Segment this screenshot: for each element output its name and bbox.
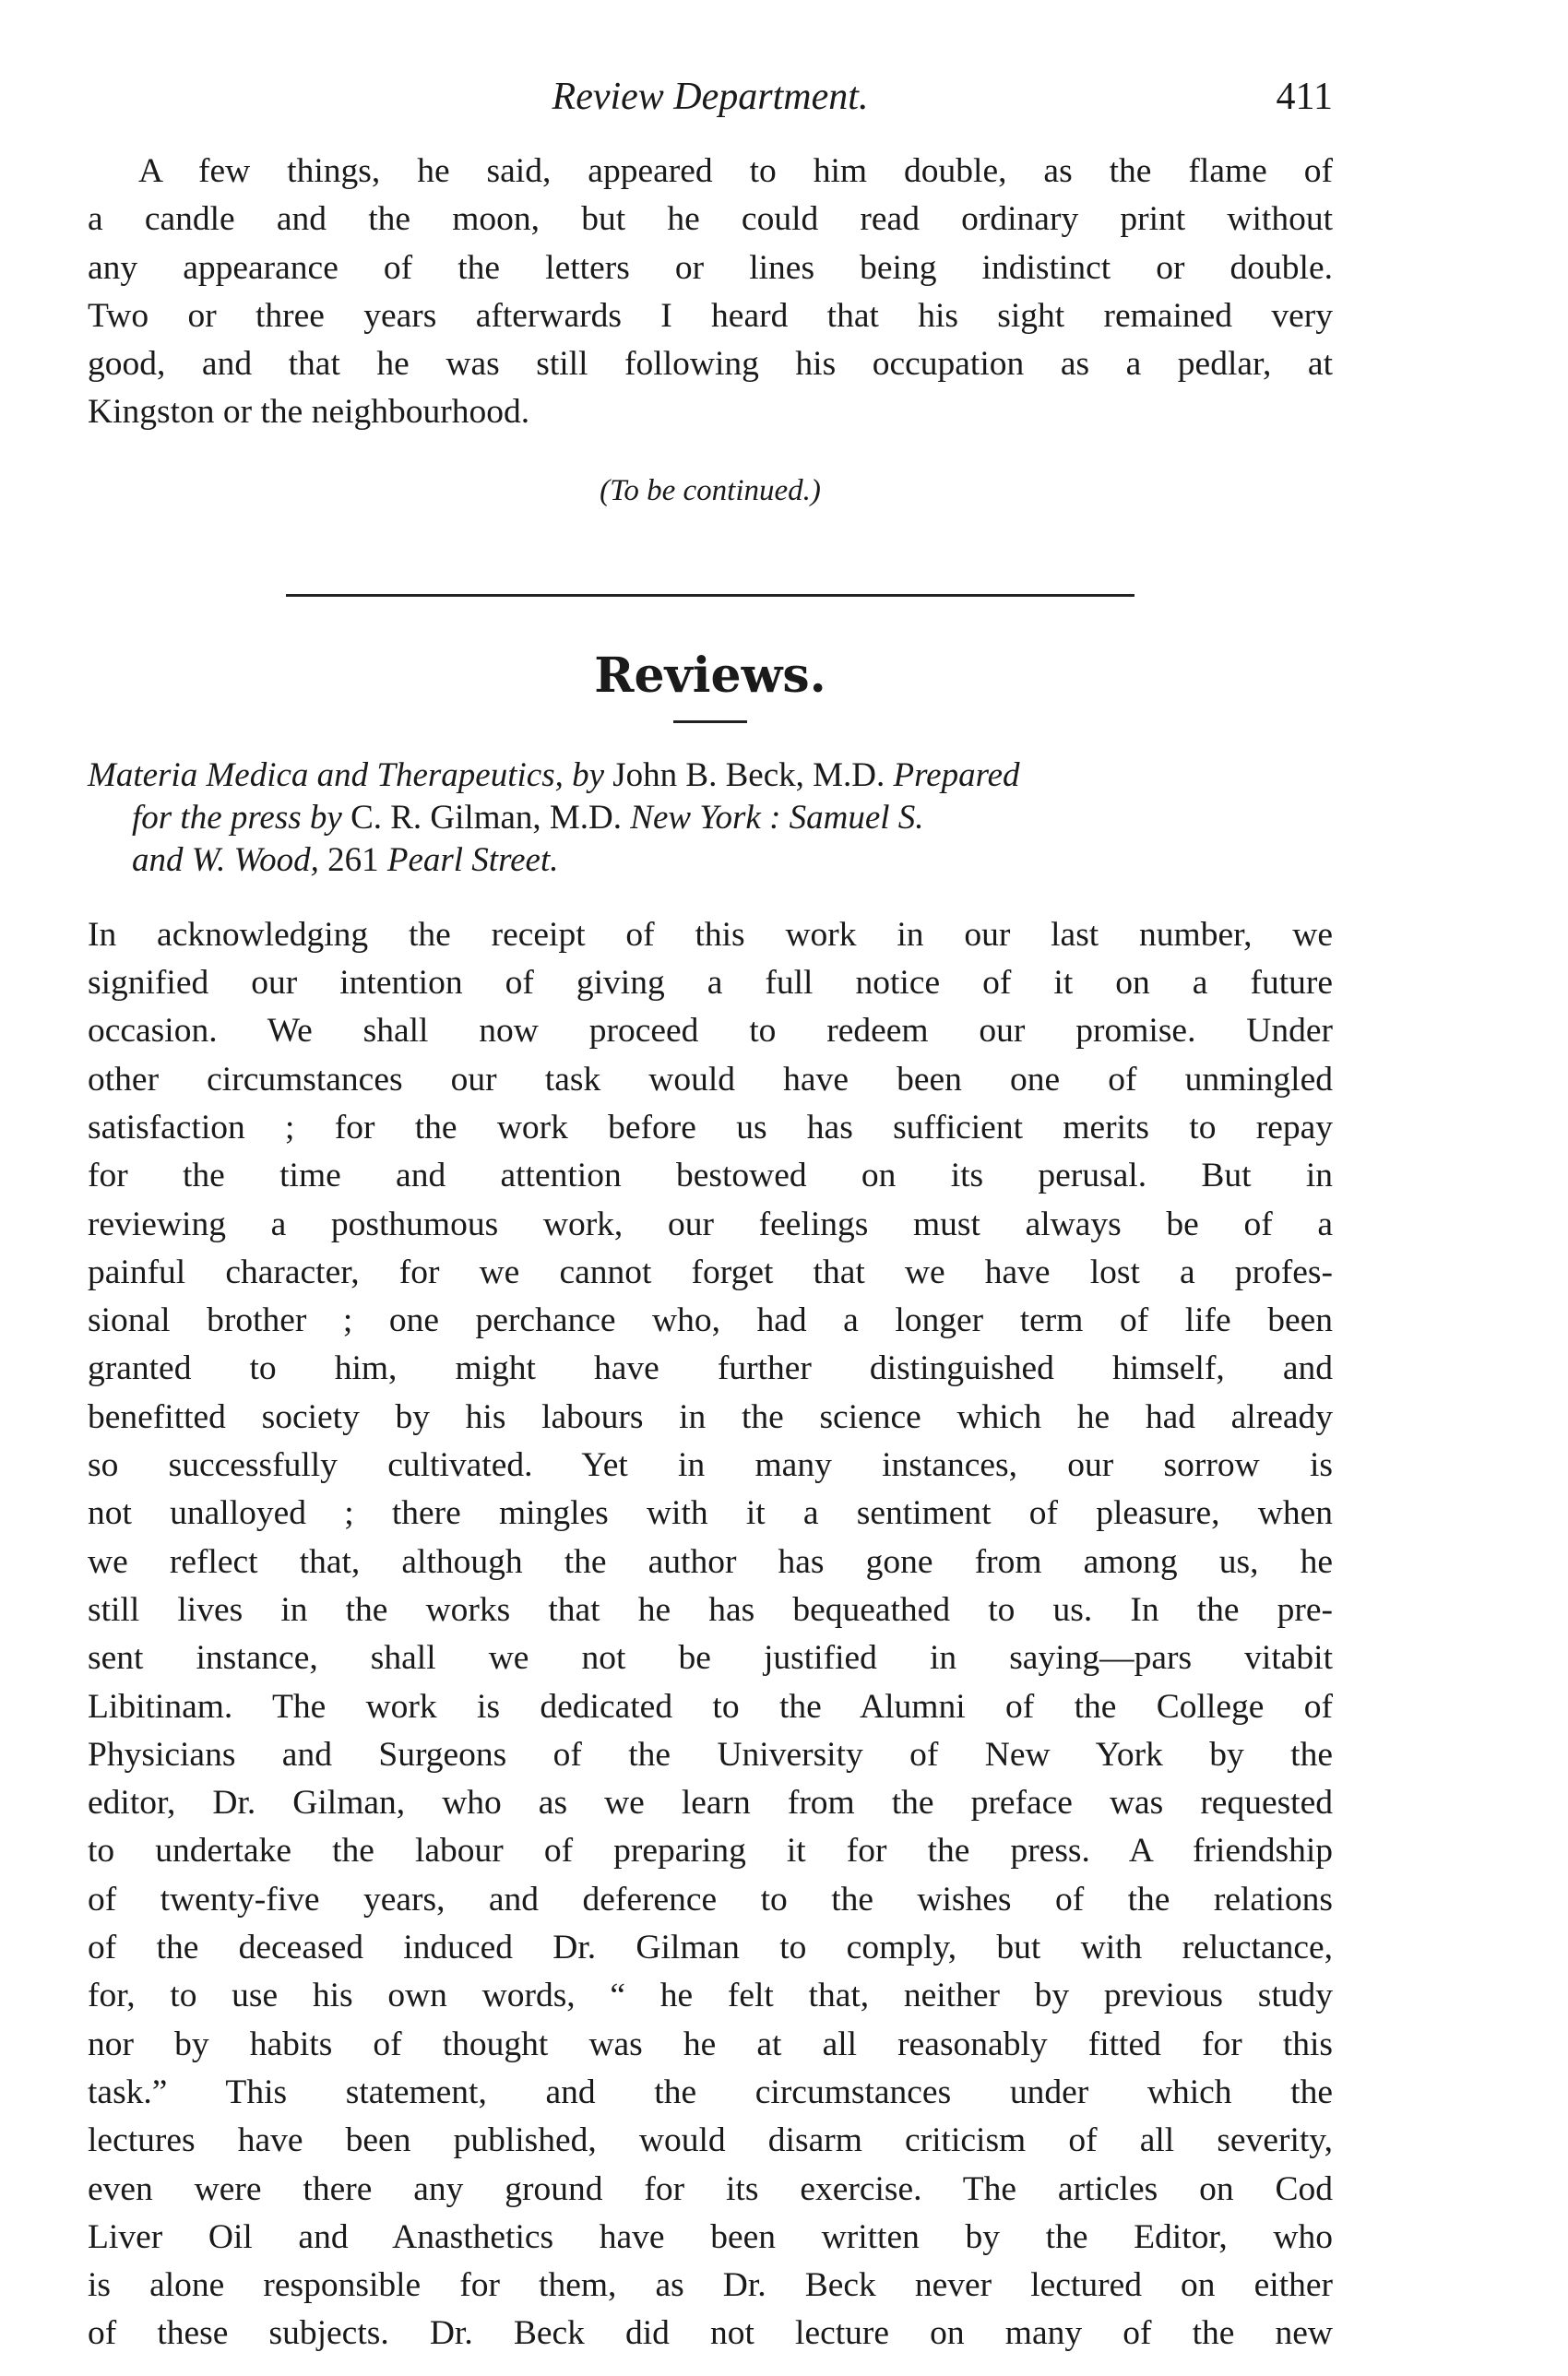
text-line: satisfaction ; for the work before us has sufficient merits to repay (88, 1108, 1333, 1146)
document-page (88, 74, 1333, 2358)
review-paragraph (88, 911, 1333, 2358)
text-line: sent instance, shall we not be justified in saying—pars vitabit (88, 1639, 1333, 1678)
heading-underline (673, 720, 747, 723)
citation-editor: C. R. Gilman, M.D. (350, 798, 623, 837)
text-line: for, to use his own words, “ he felt that, neither by previous study (88, 1977, 1333, 2015)
continued-note: (To be continued.) (600, 473, 821, 507)
citation-title: Materia Medica and Therapeutics, by (88, 755, 613, 794)
text-line: even were there any ground for its exercise. The articles on Cod (88, 2169, 1333, 2208)
text-line: editor, Dr. Gilman, who as we learn from the preface was requested (88, 1784, 1333, 1823)
text-line: any appearance of the letters or lines being indistinct or double. (88, 248, 1333, 287)
citation-publisher: New York : Samuel S. (622, 798, 924, 837)
text-line: is alone responsible for them, as Dr. Beck never lectured on either (88, 2266, 1333, 2305)
page-number: 411 (1276, 76, 1333, 118)
citation-address: Pearl Street. (378, 840, 559, 879)
citation-publisher: and W. Wood, (132, 840, 328, 879)
text-line: granted to him, might have further distinguished himself, and (88, 1349, 1333, 1388)
citation-line (88, 797, 1333, 839)
text-line: Liver Oil and Anasthetics have been written by the Editor, who (88, 2217, 1333, 2256)
citation-address-number: 261 (327, 840, 379, 879)
text-line: sional brother ; one perchance who, had a longer term of life been (88, 1301, 1333, 1340)
text-line: occasion. We shall now proceed to redeem our promise. Under (88, 1012, 1333, 1051)
text-line: still lives in the works that he has bequeathed to us. In the pre- (88, 1590, 1333, 1629)
citation-author: John B. Beck, M.D. (612, 755, 885, 794)
running-title: Review Department. (552, 76, 869, 118)
text-line: A few things, he said, appeared to him double, as the flame of (138, 152, 1333, 190)
text-line: painful character, for we cannot forget that we have lost a profes- (88, 1253, 1333, 1291)
citation-line (88, 839, 1333, 882)
citation-text: Prepared (885, 755, 1020, 794)
text-line: task.” This statement, and the circumstances under which the (88, 2073, 1333, 2111)
text-line: a candle and the moon, but he could read ordinary print without (88, 200, 1333, 239)
text-line: good, and that he was still following his occupation as a pedlar, at (88, 345, 1333, 384)
text-line: to undertake the labour of preparing it for the press. A friendship (88, 1832, 1333, 1871)
opening-paragraph (88, 148, 1333, 437)
book-citation (88, 754, 1333, 882)
text-line: Physicians and Surgeons of the University of New York by the (88, 1735, 1333, 1774)
text-line: In acknowledging the receipt of this work in our last number, we (88, 915, 1333, 954)
text-line: so successfully cultivated. Yet in many instances, our sorrow is (88, 1446, 1333, 1485)
text-line: of twenty-five years, and deference to the wishes of the relations (88, 1880, 1333, 1919)
text-line: Kingston or the neighbourhood. (88, 393, 530, 432)
section-heading: Reviews. (594, 647, 826, 704)
text-line: not unalloyed ; there mingles with it a sentiment of pleasure, when (88, 1494, 1333, 1533)
text-line: of the deceased induced Dr. Gilman to comply, but with reluctance, (88, 1929, 1333, 1967)
text-line: lectures have been published, would disarm criticism of all severity, (88, 2121, 1333, 2160)
text-line: for the time and attention bestowed on its perusal. But in (88, 1157, 1333, 1195)
text-line: of these subjects. Dr. Beck did not lecture on many of the new (88, 2314, 1333, 2353)
citation-text: for the press by (132, 798, 351, 837)
text-line: reviewing a posthumous work, our feelings must always be of a (88, 1205, 1333, 1243)
text-line: signified our intention of giving a full notice of it on a future (88, 964, 1333, 1003)
text-line: nor by habits of thought was he at all reasonably fitted for this (88, 2025, 1333, 2063)
section-divider (286, 594, 1134, 597)
text-line: Libitinam. The work is dedicated to the Alumni of the College of (88, 1687, 1333, 1726)
text-line: Two or three years afterwards I heard that his sight remained very (88, 296, 1333, 335)
running-head (88, 74, 1333, 148)
citation-line (88, 754, 1333, 797)
text-line: we reflect that, although the author has gone from among us, he (88, 1542, 1333, 1581)
text-line: benefitted society by his labours in the science which he had already (88, 1397, 1333, 1436)
text-line: other circumstances our task would have been one of unmingled (88, 1060, 1333, 1099)
